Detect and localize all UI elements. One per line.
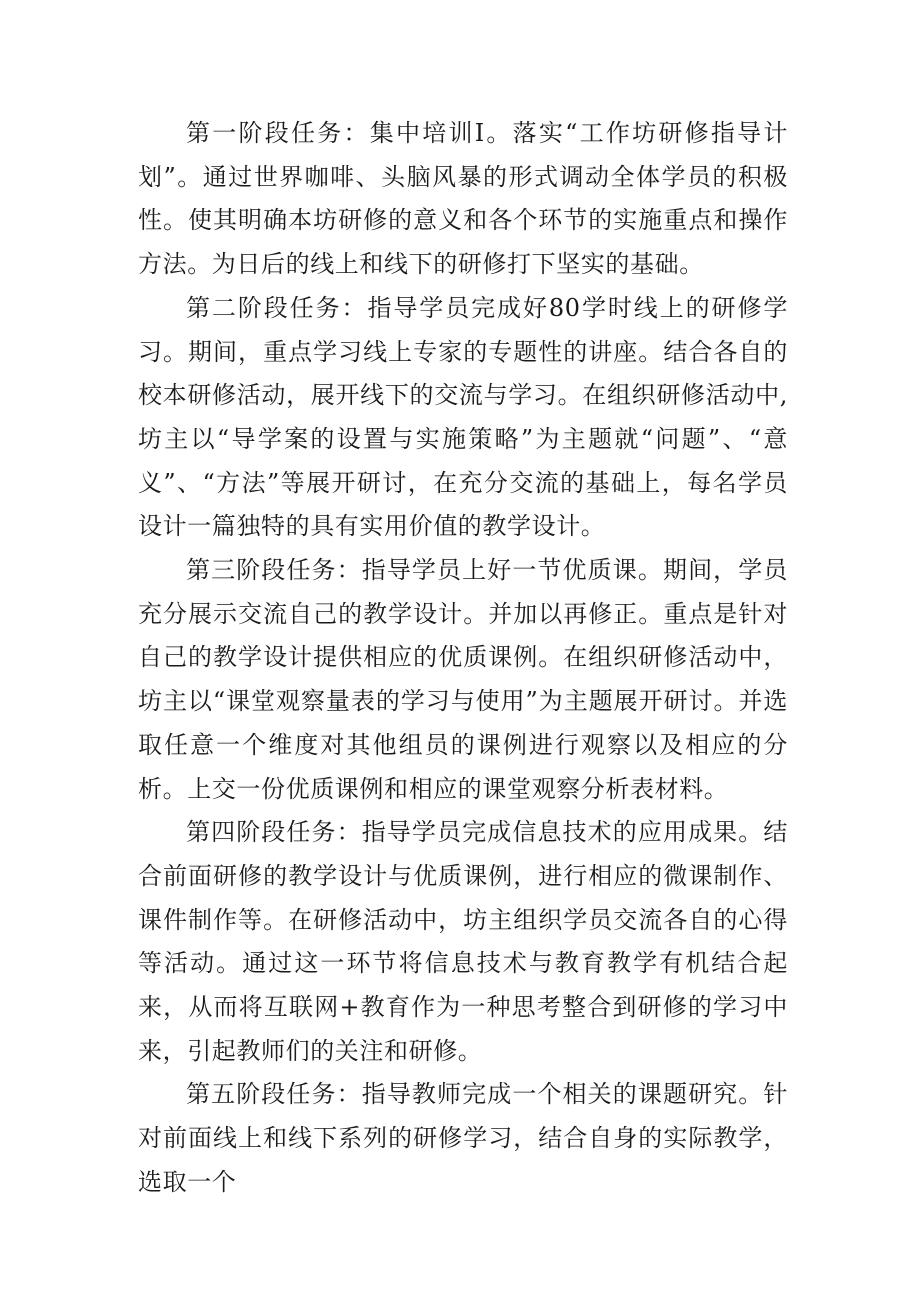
paragraph-stage-1: 第一阶段任务：集中培训Ⅰ。落实“工作坊研修指导计划”。通过世界咖啡、头脑风暴的形式调动全体学员的积极性。使其明确本坊研修的意义和各个环节的实施重点和操作方法。为日后的线上和线下的研修打下坚实的基础。 [138,119,788,279]
paragraph-stage-3: 第三阶段任务：指导学员上好一节优质课。期间，学员充分展示交流自己的教学设计。并加以再修正。重点是针对自己的教学设计提供相应的优质课例。在组织研修活动中，坊主以“课堂观察量表的学习与使用”为主题展开研讨。并选取任意一个维度对其他组员的课例进行观察以及相应的分析。上交一份优质课例和相应的课堂观察分析表材料。 [138,556,788,803]
document-body [138,112,788,1205]
paragraph-stage-5: 第五阶段任务：指导教师完成一个相关的课题研究。针对前面线上和线下系列的研修学习，结合自身的实际教学，选取一个 [138,1080,788,1196]
paragraph-stage-4: 第四阶段任务：指导学员完成信息技术的应用成果。结合前面研修的教学设计与优质课例，进行相应的微课制作、课件制作等。在研修活动中，坊主组织学员交流各自的心得等活动。通过这一环节将信息技术与教育教学有机结合起来，从而将互联网+教育作为一种思考整合到研修的学习中来，引起教师们的关注和研修。 [138,818,788,1065]
paragraph-stage-2: 第二阶段任务：指导学员完成好80学时线上的研修学习。期间，重点学习线上专家的专题性的讲座。结合各自的校本研修活动，展开线下的交流与学习。在组织研修活动中,坊主以“导学案的设置与实施策略”为主题就“问题”、“意义”、“方法”等展开研讨，在充分交流的基础上，每名学员设计一篇独特的具有实用价值的教学设计。 [138,293,788,541]
